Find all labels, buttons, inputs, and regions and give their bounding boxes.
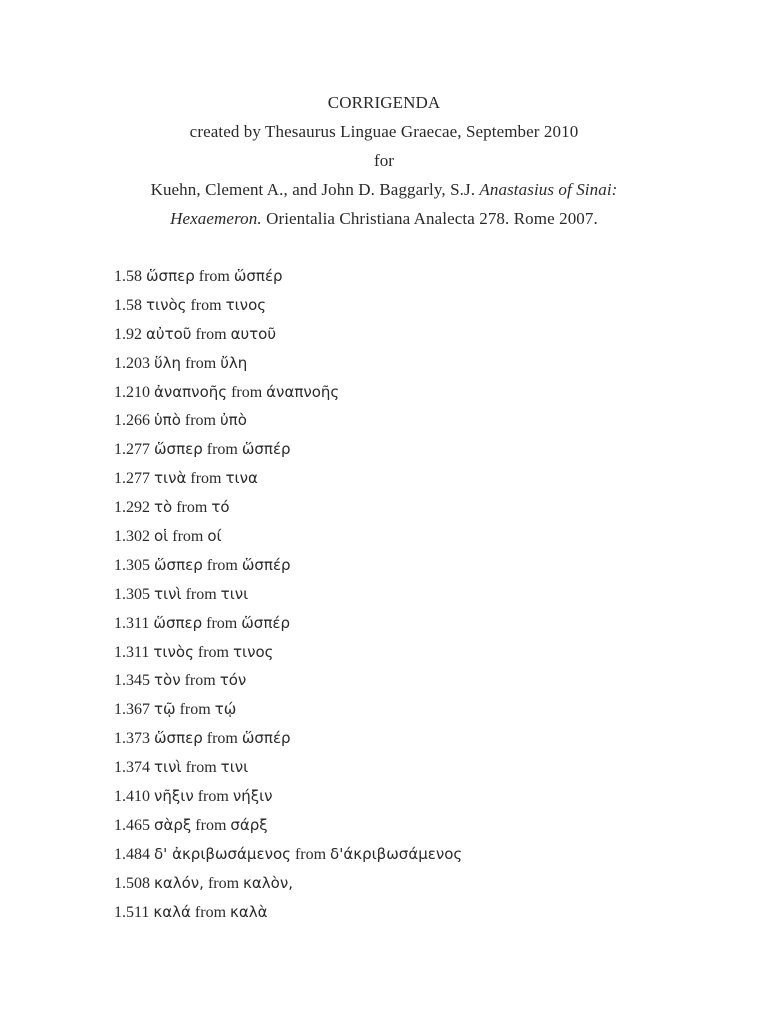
entry-corrected-form: δ' ἀκριβωσάμενος	[154, 844, 291, 863]
entry-reference: 1.266	[114, 412, 150, 430]
entry-from-word: from	[206, 556, 238, 574]
entry-reference: 1.305	[114, 556, 150, 574]
entry-corrected-form: τινὶ	[154, 758, 182, 777]
entry-original-form: ὥσπέρ	[241, 613, 290, 632]
entry-original-form: ὥσπέρ	[241, 555, 291, 574]
entry-from-word: from	[206, 441, 238, 459]
entry-original-form: καλὰ	[230, 902, 268, 921]
corrigenda-entry	[114, 609, 462, 638]
entry-corrected-form: τινὸς	[153, 642, 194, 661]
entry-from-word: from	[207, 874, 240, 892]
entry-corrected-form: ὥσπερ	[146, 267, 195, 285]
entry-original-form: αυτοῦ	[230, 324, 277, 343]
corrigenda-entry	[114, 349, 462, 378]
entry-original-form: καλὸν,	[243, 873, 293, 892]
entry-reference: 1.508	[114, 874, 150, 892]
entry-from-word: from	[190, 470, 222, 488]
corrigenda-entry	[114, 320, 462, 349]
entry-from-word: from	[197, 643, 229, 661]
entry-reference: 1.373	[114, 730, 150, 748]
corrigenda-entry	[114, 840, 462, 869]
entry-reference: 1.292	[114, 499, 150, 517]
entry-original-form: τινι	[220, 758, 249, 777]
corrigenda-entry	[114, 638, 462, 667]
entry-original-form: τό	[211, 498, 230, 517]
entry-original-form: άναπνοῆς	[266, 382, 340, 401]
entry-from-word: from	[206, 614, 238, 632]
entry-from-word: from	[176, 499, 208, 517]
corrigenda-entry	[114, 811, 462, 840]
corrigenda-entry	[114, 869, 462, 898]
entry-corrected-form: αὐτοῦ	[146, 324, 192, 343]
entry-corrected-form: τὸ	[154, 498, 173, 517]
entry-corrected-form: ἀναπνοῆς	[154, 382, 228, 401]
entry-reference: 1.302	[114, 528, 150, 546]
citation-title-part2: Hexaemeron.	[170, 209, 262, 228]
corrigenda-entry	[114, 406, 462, 435]
entry-from-word: from	[197, 788, 229, 806]
corrigenda-entry	[114, 522, 462, 551]
corrigenda-entry	[114, 695, 462, 724]
citation-authors: Kuehn, Clement A., and John D. Baggarly, S.J.	[150, 180, 476, 199]
entry-reference: 1.203	[114, 354, 150, 372]
entry-original-form: τόν	[219, 671, 247, 690]
entry-original-form: τινος	[232, 642, 274, 661]
document-header	[0, 88, 768, 233]
entry-from-word: from	[198, 268, 230, 285]
entry-corrected-form: σὰρξ	[154, 815, 192, 834]
corrigenda-entry	[114, 724, 462, 753]
entry-reference: 1.277	[114, 470, 150, 488]
entry-from-word: from	[185, 759, 217, 777]
corrigenda-entry	[114, 580, 462, 609]
entry-original-form: ὥσπέρ	[233, 267, 283, 285]
entry-from-word: from	[294, 845, 327, 863]
entry-reference: 1.484	[114, 845, 150, 863]
entry-from-word: from	[179, 701, 211, 719]
corrigenda-entry	[114, 753, 462, 782]
entry-corrected-form: ὥσπερ	[153, 613, 203, 632]
entry-reference: 1.345	[114, 672, 150, 690]
citation-line-2	[0, 204, 768, 233]
entry-from-word: from	[231, 383, 263, 401]
entry-from-word: from	[185, 354, 217, 372]
entry-corrected-form: οἱ	[154, 527, 169, 546]
entry-from-word: from	[172, 528, 204, 546]
entry-corrected-form: τινὸς	[146, 295, 187, 314]
entry-reference: 1.58	[114, 296, 142, 314]
entry-original-form: ὥσπέρ	[241, 440, 291, 459]
corrigenda-entry	[114, 551, 462, 580]
corrigenda-list	[114, 262, 462, 926]
entry-original-form: ὔλη	[220, 353, 248, 372]
entry-original-form: τινα	[225, 469, 258, 488]
entry-corrected-form: ὥσπερ	[154, 729, 203, 748]
entry-reference: 1.311	[114, 643, 150, 661]
entry-reference: 1.367	[114, 701, 150, 719]
entry-from-word: from	[195, 816, 227, 834]
entry-original-form: οί	[207, 527, 222, 546]
entry-reference: 1.92	[114, 325, 142, 343]
entry-corrected-form: τινὶ	[154, 584, 182, 603]
entry-from-word: from	[184, 672, 216, 690]
entry-reference: 1.58	[114, 268, 142, 285]
entry-corrected-form: ὥσπερ	[154, 440, 203, 459]
entry-original-form: νήξιν	[232, 787, 273, 806]
credit-line: created by Thesaurus Linguae Graecae, September 2010	[189, 122, 579, 141]
entry-corrected-form: τινὰ	[154, 469, 187, 488]
document-title: CORRIGENDA	[327, 93, 441, 112]
entry-reference: 1.210	[114, 383, 150, 401]
entry-original-form: τῴ	[214, 700, 237, 719]
entry-original-form: δ'άκριβωσάμενος	[330, 844, 463, 863]
entry-corrected-form: νῆξιν	[154, 787, 194, 806]
citation-line-1	[0, 175, 768, 204]
entry-original-form: ὥσπέρ	[241, 729, 291, 748]
entry-from-word: from	[190, 296, 222, 314]
entry-reference: 1.311	[114, 614, 150, 632]
entry-corrected-form: ὕλη	[154, 353, 182, 372]
entry-corrected-form: ὥσπερ	[154, 555, 203, 574]
corrigenda-entry	[114, 493, 462, 522]
entry-reference: 1.305	[114, 585, 150, 603]
entry-from-word: from	[194, 903, 227, 921]
corrigenda-entry	[114, 291, 462, 320]
entry-original-form: τινος	[225, 295, 267, 314]
corrigenda-entry	[114, 435, 462, 464]
corrigenda-entry	[114, 782, 462, 811]
for-line: for	[373, 151, 395, 170]
corrigenda-entry	[114, 378, 462, 407]
entry-reference: 1.277	[114, 441, 150, 459]
entry-corrected-form: ὑπὸ	[154, 411, 181, 430]
entry-corrected-form: τῷ	[154, 700, 176, 719]
corrigenda-entry	[114, 464, 462, 493]
entry-from-word: from	[195, 325, 227, 343]
corrigenda-entry	[114, 898, 462, 927]
entry-corrected-form: τὸν	[154, 671, 181, 690]
entry-reference: 1.465	[114, 816, 150, 834]
corrigenda-entry	[114, 262, 462, 291]
citation-series: Orientalia Christiana Analecta 278. Rome 2007.	[266, 209, 598, 228]
entry-original-form: σάρξ	[230, 815, 268, 834]
entry-from-word: from	[206, 730, 238, 748]
entry-from-word: from	[185, 585, 217, 603]
entry-reference: 1.374	[114, 759, 150, 777]
entry-original-form: ὐπὸ	[220, 411, 247, 430]
entry-corrected-form: καλά	[153, 902, 191, 921]
corrigenda-entry	[114, 666, 462, 695]
citation-title-part1: Anastasius of Sinai:	[479, 180, 618, 199]
entry-original-form: τινι	[220, 584, 249, 603]
entry-from-word: from	[184, 412, 216, 430]
entry-reference: 1.511	[114, 903, 150, 921]
entry-reference: 1.410	[114, 788, 150, 806]
entry-corrected-form: καλόν,	[154, 873, 204, 892]
